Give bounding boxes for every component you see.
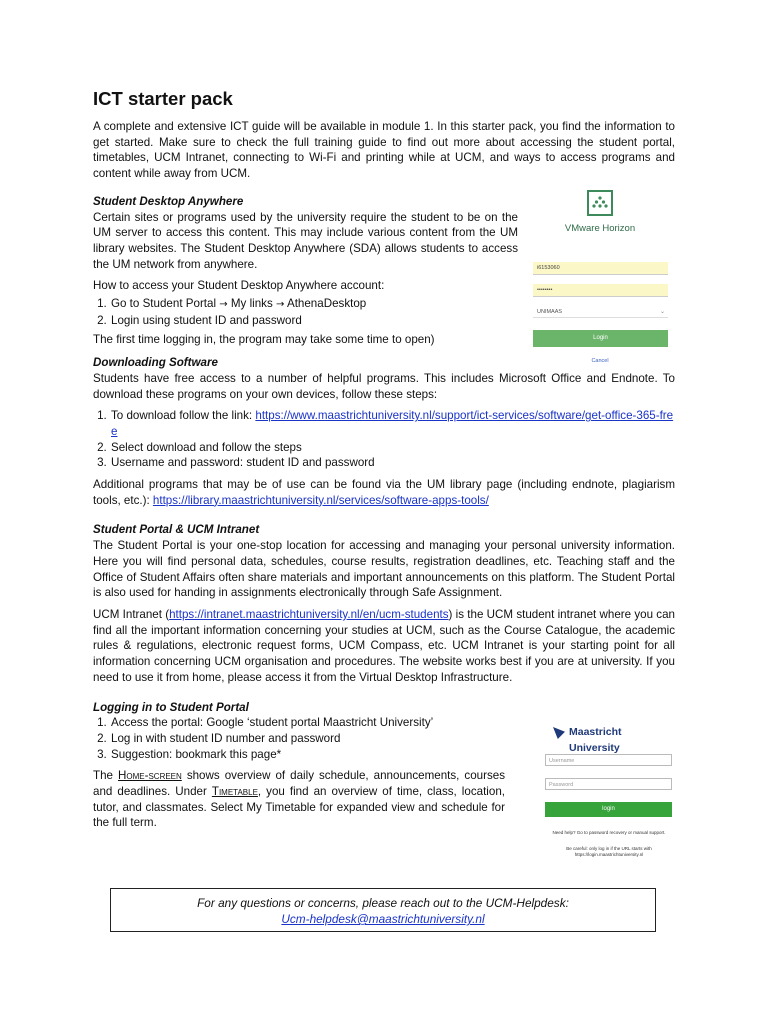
- maastricht-help-text: Need help? Go to password recovery or manual support.: [552, 830, 666, 835]
- arrow-right-icon: →: [219, 299, 228, 311]
- intranet-link[interactable]: https://intranet.maastrichtuniversity.nl/en/ucm-students: [169, 607, 449, 621]
- software-step-1: 1. To download follow the link: https://www.maastrichtuniversity.nl/support/ict-services/software/get-office-365-free: [110, 408, 675, 439]
- vmware-username-field[interactable]: i6153060: [533, 262, 668, 275]
- sda-step-1: 1. Go to Student Portal → My links → AthenaDesktop: [110, 296, 675, 313]
- maastricht-login-button[interactable]: login: [545, 802, 672, 817]
- maastricht-login-note: Be careful: only log in if the URL starts with https://login.maastrichtuniversity.nl: [566, 846, 652, 857]
- sda-body: Certain sites or programs used by the university require the student to be on the UM server to access this content. This may include various content from the UM library websites. The Student Desktop Anywhere (SDA) allows students to access the UM network from anywhere.: [93, 210, 518, 271]
- software-body: Students have free access to a number of helpful programs. This includes Microsoft Office and Endnote. To download these programs on your own devices, follow these steps:: [93, 371, 675, 401]
- software-step-2: 2. Select download and follow the steps: [110, 440, 675, 456]
- software-step-3: 3. Username and password: student ID and password: [110, 455, 675, 471]
- intranet-paragraph: UCM Intranet (https://intranet.maastrichtuniversity.nl/en/ucm-students) is the UCM student intranet where you can find all the important information concerning your studies at UCM, such as the Course Catalogue, the academic rules & regulations, electronic request forms, UCM Compass, etc. UCM Intranet is your starting point for all information concerning UCM organisation and procedures. The website works best if you are at university. If you need to use it from home, please access it from the Virtual Desktop Infrastructure.: [93, 607, 675, 684]
- login-step-2: 2. Log in with student ID number and password: [110, 731, 675, 747]
- software-heading: Downloading Software: [93, 356, 218, 370]
- maastricht-logo-icon: [553, 727, 565, 739]
- timetable-term: Timetable: [211, 785, 258, 799]
- home-screen-paragraph: The Home-screen shows overview of daily schedule, announcements, courses and deadlines. Under Timetable, you find an overview of time, class, location, tutor, and classmates. Select My Timetable for expanded view and schedule for the full term.: [93, 769, 505, 830]
- maastricht-brand-text: Maastricht University: [569, 726, 622, 754]
- maastricht-username-field[interactable]: Username: [545, 754, 672, 766]
- portal-body: The Student Portal is your one-stop location for accessing and managing your personal university information. Here you will find personal data, schedules, course results, registration deadlines, etc. Teaching staff and the Office of Student Affairs often share materials and important announcements on this platform. The Student Portal is also used for handing in assignments electronically through Safe Assignment.: [93, 539, 675, 600]
- login-heading: Logging in to Student Portal: [93, 700, 249, 714]
- software-additional: Additional programs that may be of use can be found via the UM library page (including endnote, plagiarism tools, etc.): https://library.maastrichtuniversity.nl/services/software-apps-tools/: [93, 478, 675, 507]
- vmware-domain-select[interactable]: UNIMAAS ⌄: [533, 306, 668, 318]
- intro-paragraph: A complete and extensive ICT guide will be available in module 1. In this starter pack, you find the information to get started. Make sure to check the full training guide to find out more about accessing the student portal, timetables, UCM Intranet, connecting to Wi-Fi and printing while at UCM, and ways to access programs and content while away from UCM.: [93, 120, 675, 181]
- login-step-3: 3. Suggestion: bookmark this page*: [110, 747, 675, 763]
- helpdesk-text: For any questions or concerns, please reach out to the UCM-Helpdesk:: [197, 896, 569, 910]
- vmware-logo-icon: [587, 190, 613, 216]
- sda-step-2: 2. Login using student ID and password: [110, 313, 675, 329]
- maastricht-password-field[interactable]: Password: [545, 778, 672, 790]
- vmware-brand-text: VMware Horizon: [564, 223, 636, 234]
- library-software-link[interactable]: https://library.maastrichtuniversity.nl/services/software-apps-tools/: [152, 493, 489, 507]
- office-365-link[interactable]: https://www.maastrichtuniversity.nl/support/ict-services/software/get-office-365-free: [111, 409, 674, 438]
- sda-howto: How to access your Student Desktop Anywhere account:: [93, 279, 385, 293]
- sda-heading: Student Desktop Anywhere: [93, 194, 244, 208]
- home-screen-term: Home-screen: [118, 769, 182, 783]
- portal-heading: Student Portal & UCM Intranet: [93, 523, 260, 537]
- sda-note: The first time logging in, the program may take some time to open): [93, 333, 435, 347]
- arrow-right-icon: →: [275, 299, 285, 311]
- vmware-password-field[interactable]: ••••••••: [533, 284, 668, 297]
- login-step-1: 1. Access the portal: Google ‘student portal Maastricht University’: [110, 715, 675, 731]
- chevron-down-icon: ⌄: [659, 309, 665, 315]
- maastricht-login-screenshot: [544, 722, 674, 862]
- vmware-cancel-link[interactable]: Cancel: [591, 358, 609, 364]
- software-steps: [93, 408, 675, 471]
- helpdesk-email-link[interactable]: Ucm-helpdesk@maastrichtuniversity.nl: [281, 912, 485, 926]
- helpdesk-box: [110, 888, 656, 932]
- page-title: ICT starter pack: [93, 88, 233, 109]
- vmware-horizon-screenshot: [530, 180, 670, 365]
- vmware-login-button[interactable]: Login: [533, 330, 668, 347]
